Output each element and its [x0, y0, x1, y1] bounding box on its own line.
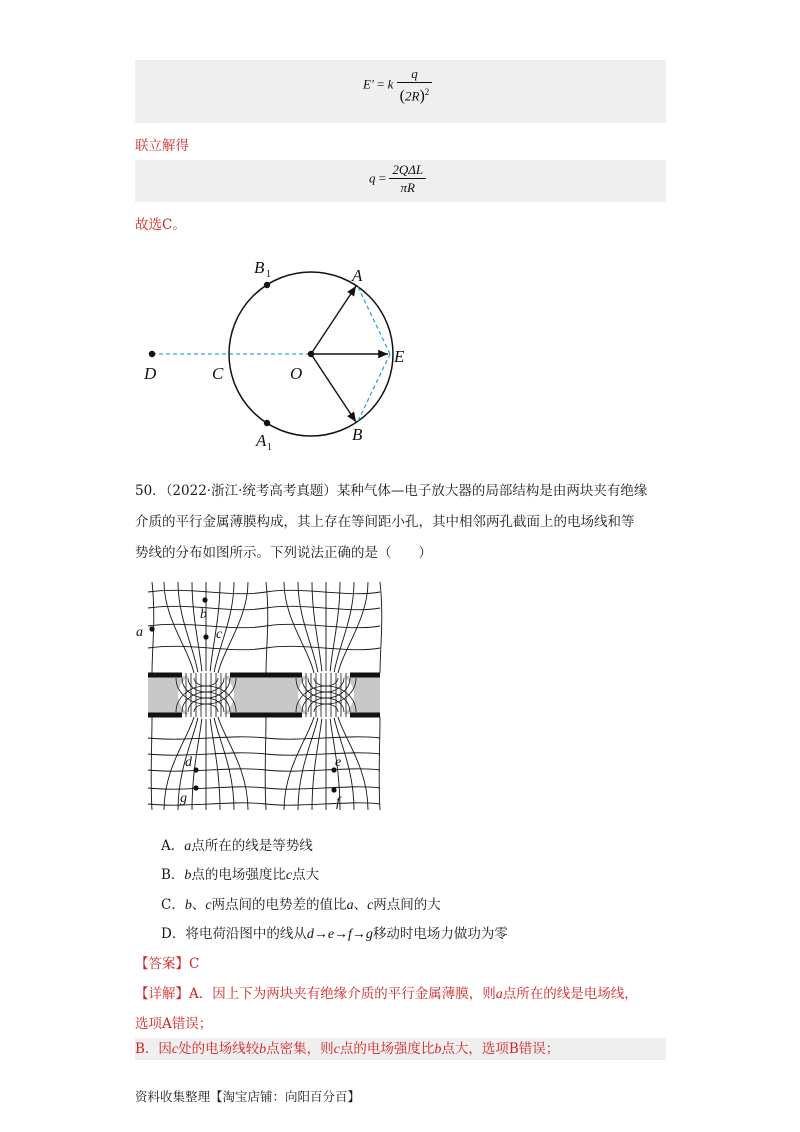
formula-2-fraction [389, 162, 426, 197]
label-b: B [352, 425, 363, 444]
question-source: （2022·浙江·统考高考真题） [165, 483, 337, 499]
label-e: E [394, 347, 405, 366]
explanation-line-3-text-1: B．因 [135, 1041, 172, 1057]
formula-1-numerator: q [397, 66, 433, 83]
label-g: g [180, 791, 187, 806]
explanation-line-3-var-3: c [333, 1042, 340, 1057]
point-a1 [264, 420, 270, 426]
formula-1-fraction [397, 66, 433, 105]
explanation-line-1 [135, 982, 638, 1003]
question-line-2: 介质的平行金属薄膜构成，其上存在等间距小孔，其中相邻两孔截面上的电场线和等 [135, 514, 635, 530]
question-line-3: 势线的分布如图所示。下列说法正确的是（ ） [135, 545, 432, 561]
formula-2-eq: = [378, 170, 387, 186]
label-c: C [212, 364, 224, 383]
formula-1-k: k [387, 76, 394, 92]
point-a-dot [149, 626, 154, 631]
label-b1-sub: 1 [266, 269, 271, 280]
point-o [308, 351, 314, 357]
field-figure [130, 578, 400, 814]
explanation-line-3-var-4: b [434, 1042, 442, 1057]
label-b: b [200, 607, 207, 622]
label-f: f [336, 795, 340, 810]
field-line-upper [312, 582, 322, 673]
formula-box-2 [135, 160, 666, 202]
vector-ob [311, 354, 356, 422]
equipotential-upper [148, 646, 380, 649]
explanation-line-3-text-5: 点大，选项B错误； [441, 1041, 560, 1057]
explanation-line-3-text-3: 点密集，则 [266, 1041, 334, 1057]
equipotential-upper [148, 624, 380, 627]
circle-figure [130, 245, 420, 465]
explanation-line-3-var-2: b [259, 1042, 267, 1057]
label-b1: B [254, 258, 265, 277]
formula-2-denominator: πR [400, 180, 415, 195]
option-a-letter: A． [161, 838, 185, 854]
answer-value: C [189, 956, 200, 972]
point-d [149, 351, 155, 357]
option-d-letter: D． [161, 926, 186, 942]
option-d-text-2: 移动时电场力做功为零 [372, 926, 508, 942]
vector-oa [311, 286, 356, 354]
formula-2-lhs: q [369, 170, 376, 186]
label-a: A [352, 266, 363, 285]
label-d: D [144, 364, 157, 383]
option-b-var-2: c [285, 868, 293, 883]
paren-close: ) [419, 87, 425, 105]
explanation-line-1-text-2: 点所在的线是电场线， [502, 986, 638, 1002]
explanation-line-1-text-1: A．因上下为两块夹有绝缘介质的平行金属薄膜，则 [189, 986, 496, 1002]
label-c: c [216, 627, 223, 642]
formula-1-exponent: 2 [424, 87, 430, 97]
equipotential-lower [148, 737, 380, 739]
label-o: O [290, 364, 303, 383]
label-e: e [335, 755, 342, 770]
option-c-text-4: 两点间的大 [373, 897, 441, 913]
formula-1-denominator [397, 83, 433, 105]
point-g-dot [193, 785, 198, 790]
label-a1-sub: 1 [267, 442, 272, 453]
option-c-text-2: 两点间的电势差的值比 [211, 897, 347, 913]
option-b-text-2: 点大 [292, 867, 320, 883]
explanation-line-1-var: a [495, 987, 503, 1002]
option-a-text: 点所在的线是等势线 [191, 838, 313, 854]
option-c-text-1: 、 [191, 897, 206, 913]
point-f-dot [331, 787, 336, 792]
explanation-line-2: 选项A错误； [135, 1016, 213, 1032]
field-line-upper [178, 582, 198, 673]
field-line-lower [192, 717, 202, 810]
option-a[interactable] [161, 834, 313, 855]
option-c-text-3: 、 [353, 897, 368, 913]
option-c[interactable] [161, 893, 441, 914]
equipotential-lower [148, 787, 380, 789]
paren-open: ( [399, 87, 405, 105]
equipotential-upper [148, 590, 380, 593]
field-line-side-lower [265, 717, 266, 810]
label-a1: A [256, 431, 267, 450]
formula-1 [363, 66, 432, 105]
option-c-var-2: c [205, 898, 212, 913]
step-text: 联立解得 [135, 138, 189, 154]
option-a-var: a [184, 839, 192, 854]
label-a: a [136, 625, 143, 640]
option-d-text-1: 将电荷沿图中的线从 [185, 926, 307, 942]
field-line-lower [210, 717, 220, 810]
option-b-text-1: 点的电场强度比 [191, 867, 286, 883]
option-d-path: d→e→f→g [306, 927, 373, 942]
field-line-upper [330, 582, 340, 673]
answer-label: 【答案】 [135, 956, 189, 972]
formula-1-lhs: E′ [363, 76, 374, 92]
field-line-upper [298, 582, 318, 673]
field-line-upper [192, 582, 202, 673]
point-c-dot [203, 634, 208, 639]
point-b1 [264, 282, 270, 288]
formula-box-1 [135, 60, 666, 123]
formula-2 [369, 162, 426, 197]
footer: 资料收集整理【淘宝店铺：向阳百分百】 [135, 1089, 361, 1104]
question-number: 50． [135, 483, 166, 499]
point-d-dot [193, 767, 198, 772]
explanation-line-3-text-2: 处的电场线较 [178, 1041, 260, 1057]
explanation-line-3 [135, 1038, 666, 1060]
equipotential-upper [148, 606, 380, 609]
field-line-lower [312, 717, 322, 810]
field-line-side-upper [380, 582, 382, 673]
explanation-label: 【详解】 [135, 986, 189, 1002]
question-line-1 [135, 481, 647, 501]
formula-2-numerator: 2QΔL [389, 162, 426, 179]
option-b[interactable] [161, 863, 319, 884]
option-c-letter: C． [161, 897, 185, 913]
point-b-dot [202, 597, 207, 602]
option-c-var-1: b [184, 898, 192, 913]
formula-1-den-var: 2R [405, 88, 420, 104]
explanation-line-3-var-1: c [171, 1042, 179, 1057]
option-c-var-4: c [367, 898, 374, 913]
option-b-var-1: b [184, 868, 192, 883]
question-line-1-rest: 某种气体—电子放大器的局部结构是由两块夹有绝缘 [336, 483, 648, 499]
field-line-side-lower [151, 717, 152, 810]
label-d: d [185, 755, 192, 770]
option-b-letter: B． [161, 867, 185, 883]
explanation-line-3-text-4: 点的电场强度比 [339, 1041, 435, 1057]
answer [135, 952, 199, 972]
field-line-side-upper [266, 582, 268, 673]
option-c-var-3: a [346, 898, 354, 913]
option-d[interactable] [161, 922, 508, 943]
field-line-side-lower [379, 717, 380, 810]
formula-1-eq: = [377, 76, 385, 92]
conclusion: 故选C。 [135, 217, 186, 233]
